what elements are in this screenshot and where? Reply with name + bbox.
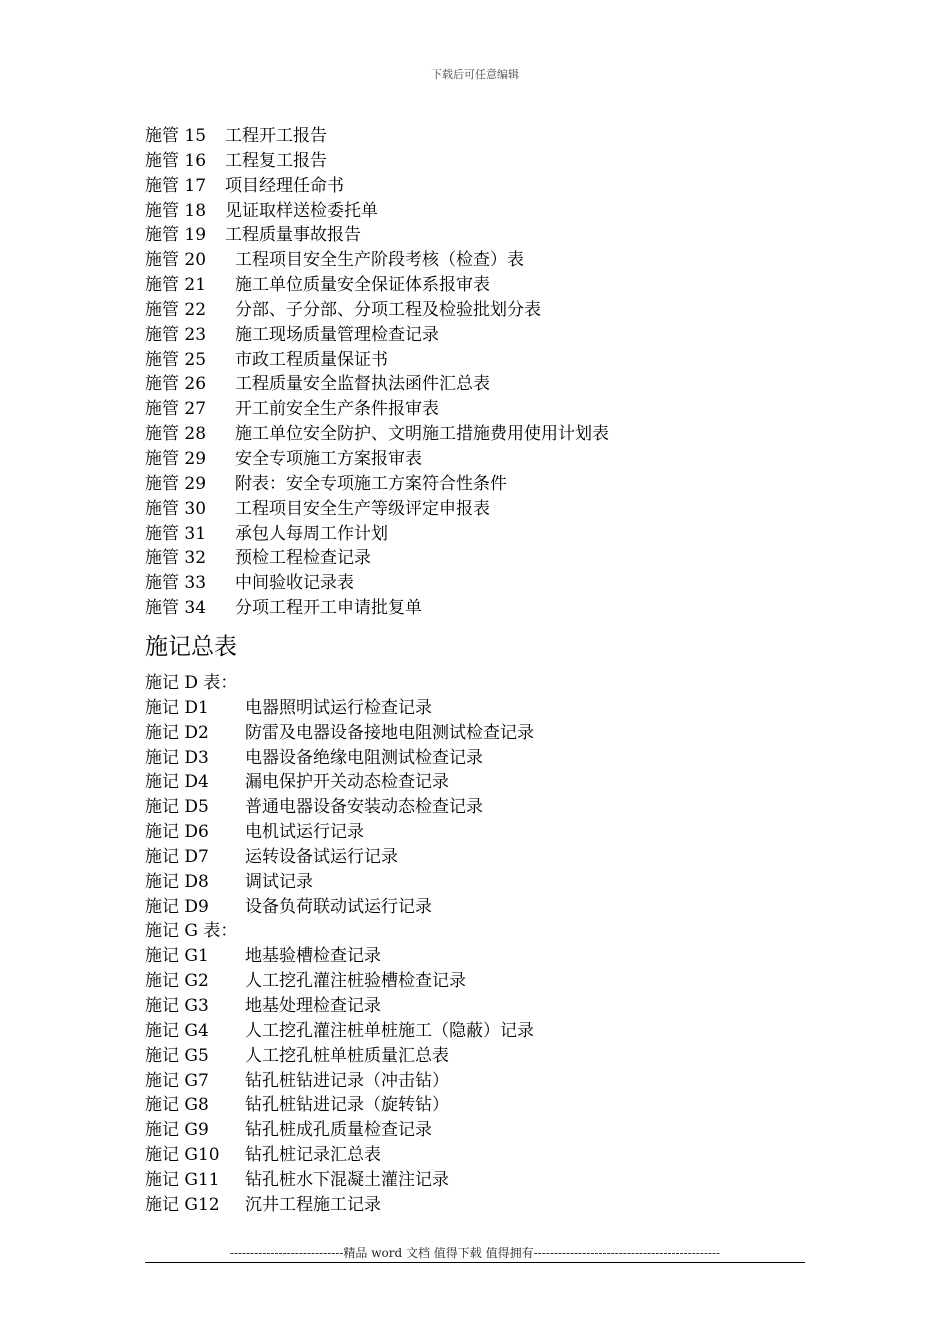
section-title: 施记总表 — [145, 634, 237, 660]
list-item — [145, 820, 534, 845]
item-code: 施管 26 — [145, 374, 207, 395]
item-code: 施管 28 — [145, 424, 207, 445]
item-code: 施管 23 — [145, 324, 207, 345]
list-item — [145, 1168, 534, 1193]
item-code: 施记 D3 — [145, 747, 209, 768]
item-title: 地基处理检查记录 — [245, 995, 381, 1016]
list-item — [145, 944, 534, 969]
list-item — [145, 1019, 534, 1044]
list-item — [145, 422, 609, 447]
item-title: 工程项目安全生产阶段考核（检查）表 — [235, 250, 524, 271]
item-code: 施记 G11 — [145, 1169, 220, 1190]
item-title: 工程质量安全监督执法函件汇总表 — [235, 374, 490, 395]
item-code: 施记 G5 — [145, 1045, 209, 1066]
item-title: 运转设备试运行记录 — [245, 846, 398, 867]
item-code: 施管 30 — [145, 498, 207, 519]
item-title: 电器照明试运行检查记录 — [245, 697, 432, 718]
page-header: 下载后可任意编辑 — [431, 68, 519, 81]
list-item — [145, 895, 534, 920]
item-code: 施管 19 — [145, 225, 207, 246]
item-code: 施管 31 — [145, 523, 207, 544]
item-code: 施管 34 — [145, 598, 207, 619]
item-title: 普通电器设备安装动态检查记录 — [245, 797, 483, 818]
footer-rule — [145, 1262, 805, 1263]
list-item — [145, 1118, 534, 1143]
list-item — [145, 1093, 534, 1118]
item-code: 施记 D8 — [145, 871, 209, 892]
item-title: 漏电保护开关动态检查记录 — [245, 772, 449, 793]
list-item — [145, 596, 609, 621]
item-title: 中间验收记录表 — [235, 573, 354, 594]
item-title: 施工单位质量安全保证体系报审表 — [235, 275, 490, 296]
item-title: 附表：安全专项施工方案符合性条件 — [235, 473, 507, 494]
item-code: 施管 21 — [145, 275, 207, 296]
list-item — [145, 795, 534, 820]
list-item — [145, 845, 534, 870]
list-item — [145, 522, 609, 547]
item-title: 分部、子分部、分项工程及检验批划分表 — [235, 299, 541, 320]
list-item — [145, 1069, 534, 1094]
item-code: 施管 29 — [145, 473, 207, 494]
item-title: 钻孔桩钻进记录（冲击钻） — [245, 1070, 449, 1091]
item-code: 施管 25 — [145, 349, 207, 370]
construction-record-list — [145, 671, 534, 1218]
list-item — [145, 273, 609, 298]
list-item — [145, 199, 609, 224]
item-title: 市政工程质量保证书 — [235, 349, 388, 370]
item-title: 工程项目安全生产等级评定申报表 — [235, 498, 490, 519]
item-code: 施记 D9 — [145, 896, 209, 917]
list-item — [145, 721, 534, 746]
item-title: 施工单位安全防护、文明施工措施费用使用计划表 — [235, 424, 609, 445]
item-title: 分项工程开工申请批复单 — [235, 598, 422, 619]
item-code: 施管 16 — [145, 150, 207, 171]
list-item — [145, 149, 609, 174]
item-code: 施管 18 — [145, 200, 207, 221]
construction-management-list — [145, 124, 609, 621]
item-title: 安全专项施工方案报审表 — [235, 448, 422, 469]
item-code: 施记 G9 — [145, 1120, 209, 1141]
list-item — [145, 696, 534, 721]
list-item — [145, 1044, 534, 1069]
list-item — [145, 919, 534, 944]
item-title: 工程质量事故报告 — [225, 225, 361, 246]
item-code: 施记 D5 — [145, 797, 209, 818]
item-title: 钻孔桩水下混凝土灌注记录 — [245, 1169, 449, 1190]
item-code: 施记 G2 — [145, 971, 209, 992]
item-code: 施管 32 — [145, 548, 207, 569]
item-title: 地基验槽检查记录 — [245, 946, 381, 967]
list-item — [145, 174, 609, 199]
item-title: 调试记录 — [245, 871, 313, 892]
list-item — [145, 1193, 534, 1218]
item-title: 见证取样送检委托单 — [225, 200, 378, 221]
list-item — [145, 248, 609, 273]
item-title: 施工现场质量管理检查记录 — [235, 324, 439, 345]
list-item — [145, 447, 609, 472]
item-code: 施记 D2 — [145, 722, 209, 743]
item-title: 开工前安全生产条件报审表 — [235, 399, 439, 420]
item-title: 人工挖孔桩单桩质量汇总表 — [245, 1045, 449, 1066]
item-code: 施记 G8 — [145, 1095, 209, 1116]
item-title: 钻孔桩钻进记录（旋转钻） — [245, 1095, 449, 1116]
item-title: 电器设备绝缘电阻测试检查记录 — [245, 747, 483, 768]
page-footer: ----------------------------精品 word 文档 值得下载 值得拥有---------------------------------------------- — [229, 1246, 721, 1260]
list-item — [145, 746, 534, 771]
item-code: 施管 17 — [145, 175, 207, 196]
item-title: 工程复工报告 — [225, 150, 327, 171]
item-code: 施管 15 — [145, 126, 207, 146]
item-title: 设备负荷联动试运行记录 — [245, 896, 432, 917]
item-code: 施记 G7 — [145, 1070, 209, 1091]
item-title: 钻孔桩记录汇总表 — [245, 1145, 381, 1166]
item-code: 施管 20 — [145, 250, 207, 271]
list-item — [145, 472, 609, 497]
list-item — [145, 870, 534, 895]
item-title: 预检工程检查记录 — [235, 548, 371, 569]
item-title: 钻孔桩成孔质量检查记录 — [245, 1120, 432, 1141]
item-code: 施记 D 表： — [145, 673, 238, 693]
list-item — [145, 770, 534, 795]
item-title: 人工挖孔灌注桩验槽检查记录 — [245, 971, 466, 992]
item-title: 沉井工程施工记录 — [245, 1194, 381, 1215]
list-item — [145, 223, 609, 248]
item-code: 施记 G1 — [145, 946, 209, 967]
item-code: 施管 22 — [145, 299, 207, 320]
list-item — [145, 546, 609, 571]
item-code: 施记 D6 — [145, 822, 209, 843]
item-title: 防雷及电器设备接地电阻测试检查记录 — [245, 722, 534, 743]
list-item — [145, 671, 534, 696]
item-code: 施记 G3 — [145, 995, 209, 1016]
item-title: 电机试运行记录 — [245, 822, 364, 843]
list-item — [145, 994, 534, 1019]
list-item — [145, 1143, 534, 1168]
item-code: 施记 D4 — [145, 772, 209, 793]
list-item — [145, 348, 609, 373]
list-item — [145, 124, 609, 149]
item-code: 施记 G10 — [145, 1145, 220, 1166]
list-item — [145, 969, 534, 994]
item-title: 项目经理任命书 — [225, 175, 344, 196]
item-code: 施记 D7 — [145, 846, 209, 867]
list-item — [145, 372, 609, 397]
list-item — [145, 571, 609, 596]
item-code: 施记 G12 — [145, 1194, 220, 1215]
list-item — [145, 298, 609, 323]
item-code: 施记 G 表： — [145, 921, 238, 942]
item-code: 施管 27 — [145, 399, 207, 420]
item-code: 施记 G4 — [145, 1020, 209, 1041]
item-code: 施管 29 — [145, 448, 207, 469]
item-title: 工程开工报告 — [225, 126, 327, 146]
item-code: 施记 D1 — [145, 697, 209, 718]
list-item — [145, 323, 609, 348]
list-item — [145, 497, 609, 522]
item-code: 施管 33 — [145, 573, 207, 594]
item-title: 承包人每周工作计划 — [235, 523, 388, 544]
item-title: 人工挖孔灌注桩单桩施工（隐蔽）记录 — [245, 1020, 534, 1041]
list-item — [145, 397, 609, 422]
